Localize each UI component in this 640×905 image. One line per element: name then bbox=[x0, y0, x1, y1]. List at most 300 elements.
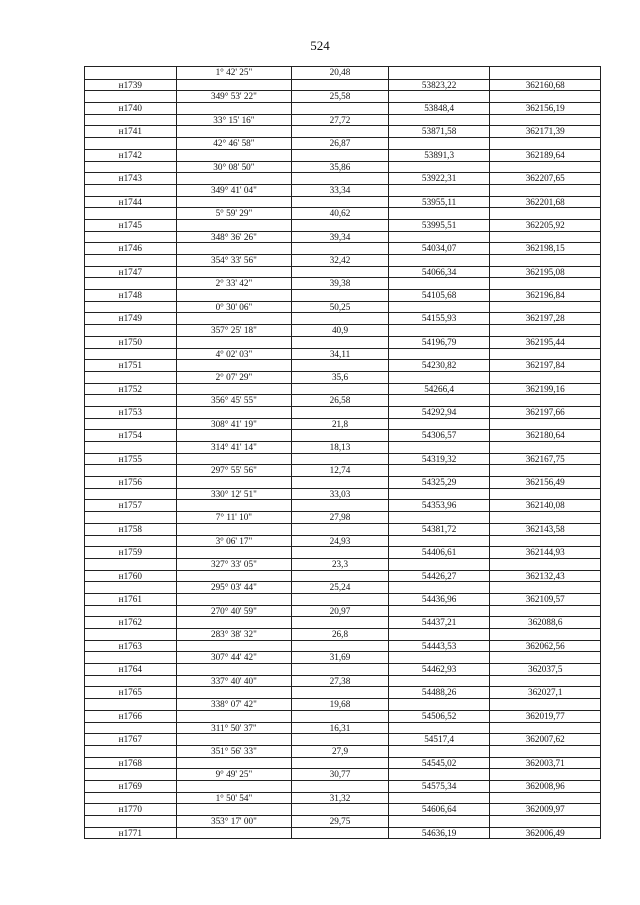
distance-cell bbox=[291, 220, 388, 231]
point-id-cell bbox=[85, 465, 176, 476]
table-row bbox=[85, 640, 600, 652]
y-coordinate-cell: 362027,1 bbox=[489, 687, 600, 698]
y-coordinate-cell bbox=[489, 372, 600, 383]
table-row bbox=[85, 499, 600, 511]
y-coordinate-cell bbox=[489, 582, 600, 593]
y-coordinate-cell bbox=[489, 325, 600, 336]
distance-cell bbox=[291, 454, 388, 465]
coordinates-table bbox=[84, 66, 601, 839]
bearing-cell: 338° 07' 42" bbox=[176, 699, 292, 710]
x-coordinate-cell bbox=[388, 278, 490, 289]
table-row bbox=[85, 312, 600, 324]
table-row bbox=[85, 803, 600, 815]
table-row bbox=[85, 476, 600, 488]
distance-cell bbox=[291, 80, 388, 91]
bearing-cell bbox=[176, 734, 292, 745]
x-coordinate-cell bbox=[388, 232, 490, 243]
bearing-cell bbox=[176, 384, 292, 395]
table-row bbox=[85, 348, 600, 360]
distance-cell: 39,34 bbox=[291, 232, 388, 243]
table-row bbox=[85, 137, 600, 149]
x-coordinate-cell bbox=[388, 816, 490, 827]
table-row bbox=[85, 593, 600, 605]
y-coordinate-cell bbox=[489, 67, 600, 79]
table-row bbox=[85, 453, 600, 465]
distance-cell: 23,3 bbox=[291, 559, 388, 570]
table-row bbox=[85, 394, 600, 406]
y-coordinate-cell bbox=[489, 676, 600, 687]
point-id-cell: н1749 bbox=[118, 313, 142, 324]
distance-cell: 40,62 bbox=[291, 208, 388, 219]
point-id-cell: н1764 bbox=[118, 664, 142, 675]
x-coordinate-cell: 53995,51 bbox=[388, 220, 490, 231]
distance-cell: 26,8 bbox=[291, 629, 388, 640]
point-id-cell bbox=[85, 816, 176, 827]
x-coordinate-cell bbox=[388, 138, 490, 149]
distance-cell: 31,32 bbox=[291, 793, 388, 804]
x-coordinate-cell: 54155,93 bbox=[388, 313, 490, 324]
bearing-cell: 9° 49' 25" bbox=[176, 769, 292, 780]
x-coordinate-cell: 54506,52 bbox=[388, 711, 490, 722]
bearing-cell: 354° 33' 56" bbox=[176, 255, 292, 266]
x-coordinate-cell: 54437,21 bbox=[388, 617, 490, 628]
bearing-cell bbox=[176, 103, 292, 114]
bearing-cell: 297° 55' 56" bbox=[176, 465, 292, 476]
distance-cell: 27,38 bbox=[291, 676, 388, 687]
page-number: 524 bbox=[310, 38, 330, 53]
x-coordinate-cell: 54443,53 bbox=[388, 641, 490, 652]
distance-cell: 40,9 bbox=[291, 325, 388, 336]
point-id-cell bbox=[85, 536, 176, 547]
bearing-cell bbox=[176, 828, 292, 839]
y-coordinate-cell: 362197,28 bbox=[489, 313, 600, 324]
distance-cell: 16,31 bbox=[291, 723, 388, 734]
distance-cell: 26,87 bbox=[291, 138, 388, 149]
distance-cell bbox=[291, 103, 388, 114]
bearing-cell: 314° 41' 14" bbox=[176, 442, 292, 453]
x-coordinate-cell: 53955,11 bbox=[388, 197, 490, 208]
bearing-cell: 327° 33' 05" bbox=[176, 559, 292, 570]
bearing-cell: 357° 25' 18" bbox=[176, 325, 292, 336]
bearing-cell bbox=[176, 804, 292, 815]
x-coordinate-cell bbox=[388, 395, 490, 406]
bearing-cell bbox=[176, 617, 292, 628]
x-coordinate-cell: 53848,4 bbox=[388, 103, 490, 114]
bearing-cell: 270° 40' 59" bbox=[176, 606, 292, 617]
table-row bbox=[85, 745, 600, 757]
distance-cell bbox=[291, 734, 388, 745]
table-row bbox=[85, 114, 600, 126]
distance-cell bbox=[291, 664, 388, 675]
x-coordinate-cell bbox=[388, 512, 490, 523]
y-coordinate-cell: 362019,77 bbox=[489, 711, 600, 722]
point-id-cell: н1770 bbox=[118, 804, 142, 815]
bearing-cell bbox=[176, 126, 292, 137]
bearing-cell bbox=[176, 313, 292, 324]
table-row bbox=[85, 616, 600, 628]
point-id-cell bbox=[85, 208, 176, 219]
distance-cell bbox=[291, 687, 388, 698]
bearing-cell bbox=[176, 711, 292, 722]
y-coordinate-cell bbox=[489, 536, 600, 547]
bearing-cell bbox=[176, 150, 292, 161]
x-coordinate-cell bbox=[388, 302, 490, 313]
y-coordinate-cell: 362008,96 bbox=[489, 781, 600, 792]
y-coordinate-cell: 362143,58 bbox=[489, 524, 600, 535]
table-row bbox=[85, 324, 600, 336]
distance-cell: 50,25 bbox=[291, 302, 388, 313]
point-id-cell: н1768 bbox=[118, 757, 142, 768]
table-row bbox=[85, 184, 600, 196]
y-coordinate-cell: 362199,16 bbox=[489, 384, 600, 395]
table-row bbox=[85, 488, 600, 500]
point-id-cell: н1765 bbox=[118, 687, 142, 698]
y-coordinate-cell bbox=[489, 349, 600, 360]
y-coordinate-cell bbox=[489, 442, 600, 453]
point-id-cell: н1746 bbox=[118, 243, 142, 254]
distance-cell bbox=[291, 384, 388, 395]
distance-cell: 26,58 bbox=[291, 395, 388, 406]
y-coordinate-cell bbox=[489, 302, 600, 313]
x-coordinate-cell: 54230,82 bbox=[388, 360, 490, 371]
point-id-cell: н1757 bbox=[118, 500, 142, 511]
distance-cell: 27,9 bbox=[291, 746, 388, 757]
table-row bbox=[85, 196, 600, 208]
table-row bbox=[85, 733, 600, 745]
y-coordinate-cell bbox=[489, 255, 600, 266]
point-id-cell: н1750 bbox=[118, 336, 142, 347]
table-row bbox=[85, 722, 600, 734]
x-coordinate-cell bbox=[388, 255, 490, 266]
distance-cell: 31,69 bbox=[291, 652, 388, 663]
point-id-cell bbox=[85, 232, 176, 243]
point-id-cell bbox=[85, 699, 176, 710]
distance-cell bbox=[291, 617, 388, 628]
bearing-cell: 3° 06' 17" bbox=[176, 536, 292, 547]
distance-cell bbox=[291, 337, 388, 348]
distance-cell bbox=[291, 781, 388, 792]
point-id-cell bbox=[85, 652, 176, 663]
distance-cell bbox=[291, 243, 388, 254]
point-id-cell: н1754 bbox=[118, 430, 142, 441]
x-coordinate-cell: 54319,32 bbox=[388, 454, 490, 465]
table-row bbox=[85, 254, 600, 266]
y-coordinate-cell bbox=[489, 278, 600, 289]
distance-cell: 34,11 bbox=[291, 349, 388, 360]
distance-cell: 32,42 bbox=[291, 255, 388, 266]
point-id-cell bbox=[85, 419, 176, 430]
y-coordinate-cell: 362180,64 bbox=[489, 430, 600, 441]
x-coordinate-cell bbox=[388, 629, 490, 640]
x-coordinate-cell: 54066,34 bbox=[388, 267, 490, 278]
y-coordinate-cell: 362144,93 bbox=[489, 547, 600, 558]
y-coordinate-cell bbox=[489, 91, 600, 102]
table-row bbox=[85, 429, 600, 441]
bearing-cell: 0° 30' 06" bbox=[176, 302, 292, 313]
point-id-cell: н1759 bbox=[118, 547, 142, 558]
distance-cell: 24,93 bbox=[291, 536, 388, 547]
table-row bbox=[85, 441, 600, 453]
table-row bbox=[85, 231, 600, 243]
bearing-cell bbox=[176, 781, 292, 792]
bearing-cell: 351° 56' 33" bbox=[176, 746, 292, 757]
x-coordinate-cell: 53871,58 bbox=[388, 126, 490, 137]
y-coordinate-cell bbox=[489, 652, 600, 663]
x-coordinate-cell bbox=[388, 582, 490, 593]
x-coordinate-cell: 53922,31 bbox=[388, 173, 490, 184]
distance-cell bbox=[291, 313, 388, 324]
y-coordinate-cell: 362171,39 bbox=[489, 126, 600, 137]
x-coordinate-cell: 54462,93 bbox=[388, 664, 490, 675]
point-id-cell bbox=[85, 793, 176, 804]
bearing-cell bbox=[176, 687, 292, 698]
bearing-cell: 30° 08' 50" bbox=[176, 162, 292, 173]
distance-cell bbox=[291, 267, 388, 278]
x-coordinate-cell: 54426,27 bbox=[388, 571, 490, 582]
y-coordinate-cell: 362197,66 bbox=[489, 407, 600, 418]
table-row bbox=[85, 90, 600, 102]
x-coordinate-cell bbox=[388, 793, 490, 804]
x-coordinate-cell: 54381,72 bbox=[388, 524, 490, 535]
distance-cell bbox=[291, 524, 388, 535]
x-coordinate-cell bbox=[388, 465, 490, 476]
y-coordinate-cell bbox=[489, 769, 600, 780]
table-row bbox=[85, 172, 600, 184]
table-row bbox=[85, 277, 600, 289]
point-id-cell bbox=[85, 582, 176, 593]
bearing-cell: 349° 53' 22" bbox=[176, 91, 292, 102]
table-row bbox=[85, 570, 600, 582]
x-coordinate-cell: 54636,19 bbox=[388, 828, 490, 839]
table-row bbox=[85, 663, 600, 675]
distance-cell: 35,6 bbox=[291, 372, 388, 383]
x-coordinate-cell: 54353,96 bbox=[388, 500, 490, 511]
point-id-cell bbox=[85, 746, 176, 757]
point-id-cell: н1743 bbox=[118, 173, 142, 184]
table-row bbox=[85, 102, 600, 114]
x-coordinate-cell: 54575,34 bbox=[388, 781, 490, 792]
table-row bbox=[85, 710, 600, 722]
x-coordinate-cell bbox=[388, 208, 490, 219]
x-coordinate-cell bbox=[388, 325, 490, 336]
distance-cell bbox=[291, 290, 388, 301]
x-coordinate-cell: 54488,26 bbox=[388, 687, 490, 698]
x-coordinate-cell bbox=[388, 746, 490, 757]
y-coordinate-cell: 362007,62 bbox=[489, 734, 600, 745]
bearing-cell bbox=[176, 594, 292, 605]
distance-cell bbox=[291, 407, 388, 418]
x-coordinate-cell: 54292,94 bbox=[388, 407, 490, 418]
y-coordinate-cell: 362205,92 bbox=[489, 220, 600, 231]
y-coordinate-cell bbox=[489, 419, 600, 430]
bearing-cell bbox=[176, 430, 292, 441]
distance-cell: 20,48 bbox=[291, 67, 388, 79]
x-coordinate-cell bbox=[388, 419, 490, 430]
bearing-cell bbox=[176, 454, 292, 465]
x-coordinate-cell bbox=[388, 67, 490, 79]
point-id-cell bbox=[85, 723, 176, 734]
point-id-cell bbox=[85, 67, 176, 79]
bearing-cell: 311° 50' 37" bbox=[176, 723, 292, 734]
distance-cell: 30,77 bbox=[291, 769, 388, 780]
point-id-cell: н1744 bbox=[118, 196, 142, 207]
table-row bbox=[85, 698, 600, 710]
point-id-cell: н1767 bbox=[118, 734, 142, 745]
bearing-cell: 295° 03' 44" bbox=[176, 582, 292, 593]
point-id-cell: н1748 bbox=[118, 290, 142, 301]
y-coordinate-cell: 362140,08 bbox=[489, 500, 600, 511]
table-row bbox=[85, 815, 600, 827]
x-coordinate-cell: 54517,4 bbox=[388, 734, 490, 745]
bearing-cell bbox=[176, 524, 292, 535]
distance-cell: 25,24 bbox=[291, 582, 388, 593]
y-coordinate-cell bbox=[489, 746, 600, 757]
point-id-cell: н1766 bbox=[118, 710, 142, 721]
point-id-cell: н1755 bbox=[118, 453, 142, 464]
y-coordinate-cell: 362160,68 bbox=[489, 80, 600, 91]
table-row bbox=[85, 768, 600, 780]
bearing-cell: 42° 46' 58" bbox=[176, 138, 292, 149]
x-coordinate-cell: 54105,68 bbox=[388, 290, 490, 301]
y-coordinate-cell bbox=[489, 699, 600, 710]
y-coordinate-cell bbox=[489, 465, 600, 476]
x-coordinate-cell bbox=[388, 676, 490, 687]
point-id-cell bbox=[85, 138, 176, 149]
table-row bbox=[85, 289, 600, 301]
table-row bbox=[85, 757, 600, 769]
table-row bbox=[85, 266, 600, 278]
x-coordinate-cell bbox=[388, 723, 490, 734]
bearing-cell: 353° 17' 00" bbox=[176, 816, 292, 827]
x-coordinate-cell: 54406,61 bbox=[388, 547, 490, 558]
y-coordinate-cell bbox=[489, 395, 600, 406]
distance-cell bbox=[291, 126, 388, 137]
table-row bbox=[85, 207, 600, 219]
y-coordinate-cell: 362109,57 bbox=[489, 594, 600, 605]
point-id-cell: н1747 bbox=[118, 266, 142, 277]
bearing-cell: 349° 41' 04" bbox=[176, 185, 292, 196]
table-row bbox=[85, 219, 600, 231]
bearing-cell bbox=[176, 290, 292, 301]
y-coordinate-cell bbox=[489, 559, 600, 570]
x-coordinate-cell: 54545,02 bbox=[388, 758, 490, 769]
point-id-cell: н1751 bbox=[118, 360, 142, 371]
point-id-cell bbox=[85, 302, 176, 313]
distance-cell: 19,68 bbox=[291, 699, 388, 710]
bearing-cell bbox=[176, 267, 292, 278]
y-coordinate-cell: 362003,71 bbox=[489, 758, 600, 769]
distance-cell bbox=[291, 641, 388, 652]
point-id-cell: н1741 bbox=[118, 126, 142, 137]
y-coordinate-cell: 362132,43 bbox=[489, 571, 600, 582]
point-id-cell bbox=[85, 372, 176, 383]
table-row bbox=[85, 686, 600, 698]
point-id-cell: н1762 bbox=[118, 617, 142, 628]
distance-cell bbox=[291, 430, 388, 441]
y-coordinate-cell: 362195,08 bbox=[489, 267, 600, 278]
y-coordinate-cell: 362197,84 bbox=[489, 360, 600, 371]
bearing-cell: 1° 42' 25" bbox=[176, 67, 292, 79]
point-id-cell bbox=[85, 489, 176, 500]
table-row bbox=[85, 558, 600, 570]
distance-cell: 29,75 bbox=[291, 816, 388, 827]
distance-cell bbox=[291, 804, 388, 815]
y-coordinate-cell bbox=[489, 138, 600, 149]
point-id-cell bbox=[85, 606, 176, 617]
bearing-cell bbox=[176, 407, 292, 418]
table-row bbox=[85, 535, 600, 547]
x-coordinate-cell bbox=[388, 115, 490, 126]
x-coordinate-cell bbox=[388, 606, 490, 617]
y-coordinate-cell bbox=[489, 723, 600, 734]
x-coordinate-cell: 53891,3 bbox=[388, 150, 490, 161]
table-row bbox=[85, 67, 600, 79]
point-id-cell bbox=[85, 442, 176, 453]
bearing-cell bbox=[176, 547, 292, 558]
distance-cell bbox=[291, 828, 388, 839]
table-row bbox=[85, 523, 600, 535]
bearing-cell bbox=[176, 173, 292, 184]
point-id-cell: н1760 bbox=[118, 570, 142, 581]
y-coordinate-cell: 362198,15 bbox=[489, 243, 600, 254]
table-row bbox=[85, 827, 600, 839]
point-id-cell bbox=[85, 629, 176, 640]
bearing-cell: 348° 36' 26" bbox=[176, 232, 292, 243]
x-coordinate-cell: 54196,79 bbox=[388, 337, 490, 348]
point-id-cell: н1756 bbox=[118, 477, 142, 488]
bearing-cell bbox=[176, 571, 292, 582]
distance-cell bbox=[291, 500, 388, 511]
y-coordinate-cell: 362062,56 bbox=[489, 641, 600, 652]
x-coordinate-cell: 54306,57 bbox=[388, 430, 490, 441]
table-row bbox=[85, 792, 600, 804]
point-id-cell bbox=[85, 676, 176, 687]
table-row bbox=[85, 406, 600, 418]
point-id-cell: н1739 bbox=[118, 79, 142, 90]
point-id-cell bbox=[85, 162, 176, 173]
x-coordinate-cell bbox=[388, 489, 490, 500]
y-coordinate-cell bbox=[489, 629, 600, 640]
point-id-cell bbox=[85, 255, 176, 266]
y-coordinate-cell: 362156,19 bbox=[489, 103, 600, 114]
table-row bbox=[85, 359, 600, 371]
bearing-cell: 33° 15' 16" bbox=[176, 115, 292, 126]
bearing-cell: 330° 12' 51" bbox=[176, 489, 292, 500]
point-id-cell: н1740 bbox=[118, 103, 142, 114]
table-row bbox=[85, 651, 600, 663]
x-coordinate-cell bbox=[388, 372, 490, 383]
y-coordinate-cell bbox=[489, 816, 600, 827]
bearing-cell bbox=[176, 641, 292, 652]
table-row bbox=[85, 780, 600, 792]
point-id-cell bbox=[85, 769, 176, 780]
x-coordinate-cell bbox=[388, 769, 490, 780]
bearing-cell: 307° 44' 42" bbox=[176, 652, 292, 663]
table-row bbox=[85, 605, 600, 617]
bearing-cell: 337° 40' 40" bbox=[176, 676, 292, 687]
table-row bbox=[85, 79, 600, 91]
distance-cell: 18,13 bbox=[291, 442, 388, 453]
bearing-cell bbox=[176, 500, 292, 511]
point-id-cell: н1763 bbox=[118, 640, 142, 651]
distance-cell: 20,97 bbox=[291, 606, 388, 617]
point-id-cell: н1742 bbox=[118, 149, 142, 160]
distance-cell bbox=[291, 547, 388, 558]
bearing-cell: 1° 50' 54" bbox=[176, 793, 292, 804]
distance-cell bbox=[291, 477, 388, 488]
x-coordinate-cell: 53823,22 bbox=[388, 80, 490, 91]
bearing-cell: 2° 33' 42" bbox=[176, 278, 292, 289]
